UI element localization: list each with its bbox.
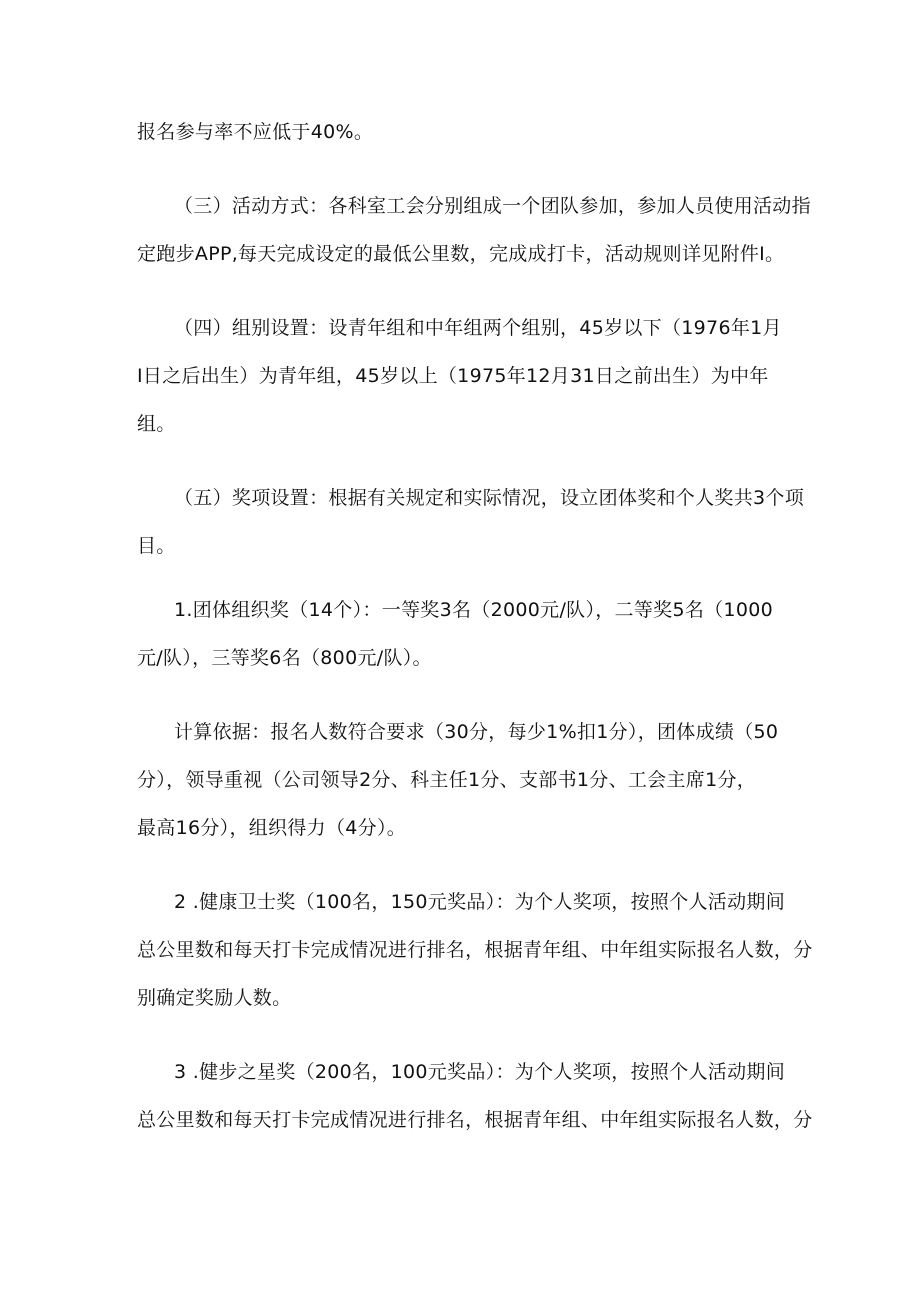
text-line: 1.团体组织奖（14个）：一等奖3名（2000元/队），二等奖5名（1000 <box>174 599 773 621</box>
text-line: 目。 <box>137 535 176 557</box>
text-line: 定跑步APP,每天完成设定的最低公里数，完成成打卡，活动规则详见附件I。 <box>137 243 785 265</box>
text-line: 总公里数和每天打卡完成情况进行排名，根据青年组、中年组实际报名人数，分 <box>137 939 813 961</box>
text-line: 最高16分），组织得力（4分）。 <box>137 817 407 839</box>
text-line: （五）奖项设置：根据有关规定和实际情况，设立团体奖和个人奖共3个项 <box>174 487 804 509</box>
text-line: 别确定奖励人数。 <box>137 987 292 1009</box>
text-line: （四）组别设置：设青年组和中年组两个组别，45岁以下（1976年1月 <box>174 317 782 339</box>
text-line: 元/队），三等奖6名（800元/队）。 <box>137 647 432 669</box>
text-line: 3 .健步之星奖（200名，100元奖品）：为个人奖项，按照个人活动期间 <box>174 1061 785 1083</box>
text-line: 总公里数和每天打卡完成情况进行排名，根据青年组、中年组实际报名人数，分 <box>137 1109 813 1131</box>
text-line: 2 .健康卫士奖（100名，150元奖品）：为个人奖项，按照个人活动期间 <box>174 891 785 913</box>
text-line: 报名参与率不应低于40%。 <box>137 121 374 143</box>
text-line: 组。 <box>137 413 176 435</box>
text-line: （三）活动方式：各科室工会分别组成一个团队参加，参加人员使用活动指 <box>174 195 811 217</box>
text-line: 分），领导重视（公司领导2分、科主任1分、支部书1分、工会主席1分， <box>137 769 757 791</box>
text-line: 计算依据：报名人数符合要求（30分，每少1%扣1分），团体成绩（50 <box>174 721 779 743</box>
text-line: I日之后出生）为青年组，45岁以上（1975年12月31日之前出生）为中年 <box>137 365 769 387</box>
